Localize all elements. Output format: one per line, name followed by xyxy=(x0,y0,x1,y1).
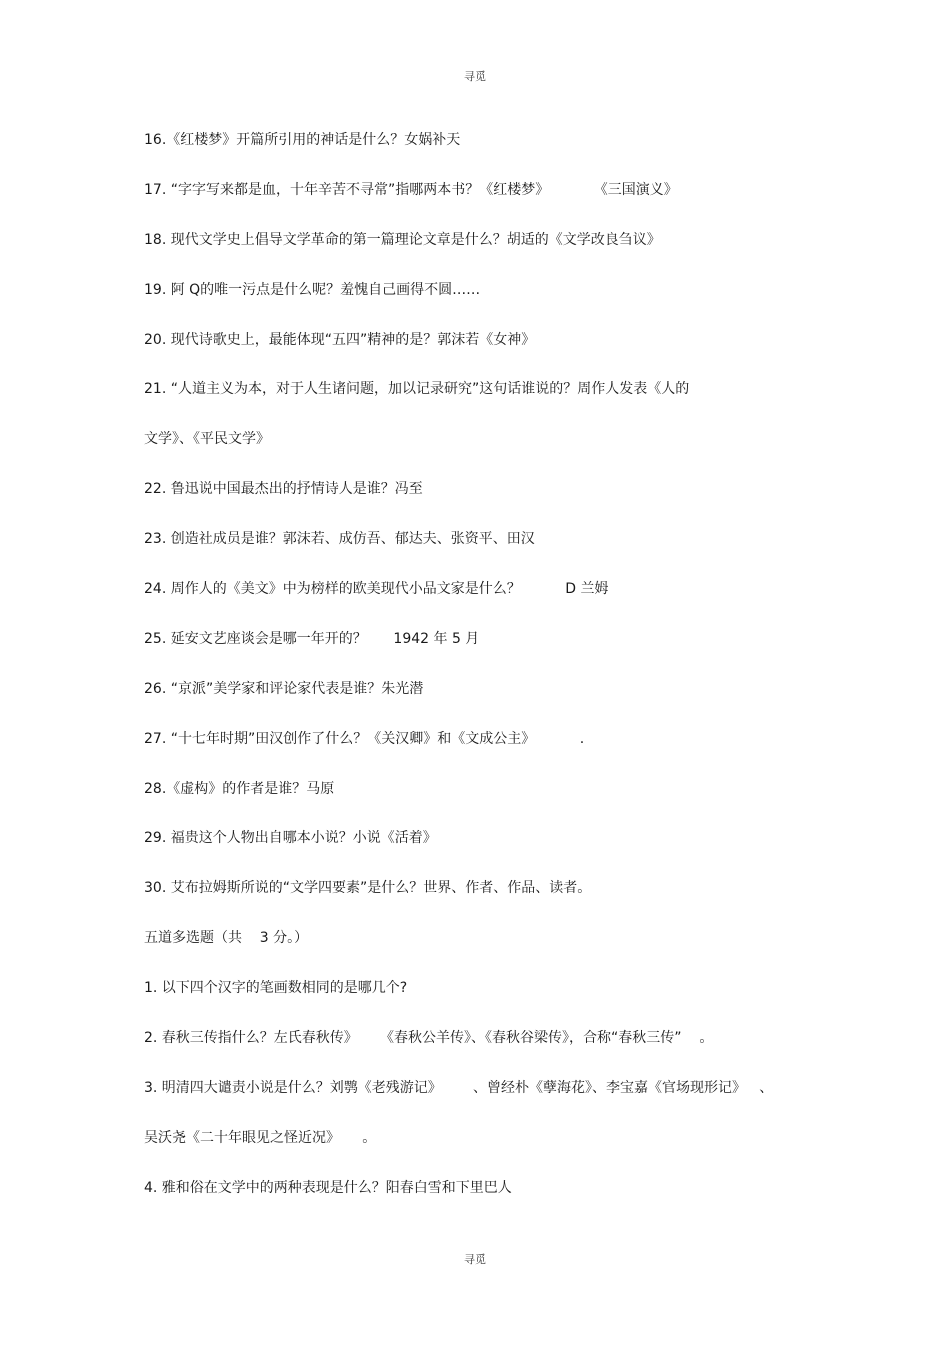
text-line: 4. 雅和俗在文学中的两种表现是什么？阳春白雪和下里巴人 xyxy=(144,1179,512,1196)
text-line: 23. 创造社成员是谁？郭沫若、成仿吾、郁达夫、张资平、田汉 xyxy=(144,531,535,548)
text-line: 16.《红楼梦》开篇所引用的神话是什么？女娲补天 xyxy=(144,132,461,148)
text-line: 1. 以下四个汉字的笔画数相同的是哪几个? xyxy=(144,980,408,997)
text-line: 20. 现代诗歌史上，最能体现“五四”精神的是？郭沫若《女神》 xyxy=(144,331,536,348)
text-line: 吴沃尧《二十年眼见之怪近况》 。 xyxy=(144,1129,377,1146)
text-line: 17. “字字写来都是血，十年辛苦不寻常”指哪两本书？《红楼梦》 《三国演义》 xyxy=(144,181,678,198)
text-line: 28.《虚构》的作者是谁？马原 xyxy=(144,780,335,797)
text-line: 26. “京派”美学家和评论家代表是谁？朱光潜 xyxy=(144,680,424,697)
text-line: 29. 福贵这个人物出自哪本小说？小说《活着》 xyxy=(144,830,437,847)
page-header: 寻觅 xyxy=(464,70,486,83)
text-line: 3. 明清四大谴责小说是什么？刘鹗《老残游记》 、曾经朴《孽海花》、李宝嘉《官场现形记》 、 xyxy=(144,1079,774,1096)
text-line: 文学》、《平民文学》 xyxy=(144,431,270,448)
text-line: 2. 春秋三传指什么？左氏春秋传》 《春秋公羊传》、《春秋谷梁传》，合称“春秋三传” 。 xyxy=(144,1030,714,1047)
text-line: 24. 周作人的《美文》中为榜样的欧美现代小品文家是什么？ D 兰姆 xyxy=(144,581,609,598)
text-line: 18. 现代文学史上倡导文学革命的第一篇理论文章是什么？胡适的《文学改良刍议》 xyxy=(144,231,661,248)
section-heading: 五道多选题（共 3 分。） xyxy=(144,930,309,947)
document-body xyxy=(144,128,844,1226)
text-line: 27. “十七年时期”田汉创作了什么？《关汉卿》和《文成公主》 . xyxy=(144,730,585,747)
text-line: 22. 鲁迅说中国最杰出的抒情诗人是谁？冯至 xyxy=(144,481,423,498)
page-footer: 寻觅 xyxy=(464,1253,486,1266)
text-line: 30. 艾布拉姆斯所说的“文学四要素”是什么？世界、作者、作品、读者。 xyxy=(144,880,592,897)
text-line: 19. 阿 Q的唯一污点是什么呢？羞愧自己画得不圆…… xyxy=(144,281,481,298)
text-line: 21. “人道主义为本，对于人生诸问题，加以记录研究”这句话谁说的？周作人发表《人的 xyxy=(144,381,690,398)
text-line: 25. 延安文艺座谈会是哪一年开的？ 1942 年 5 月 xyxy=(144,630,480,647)
